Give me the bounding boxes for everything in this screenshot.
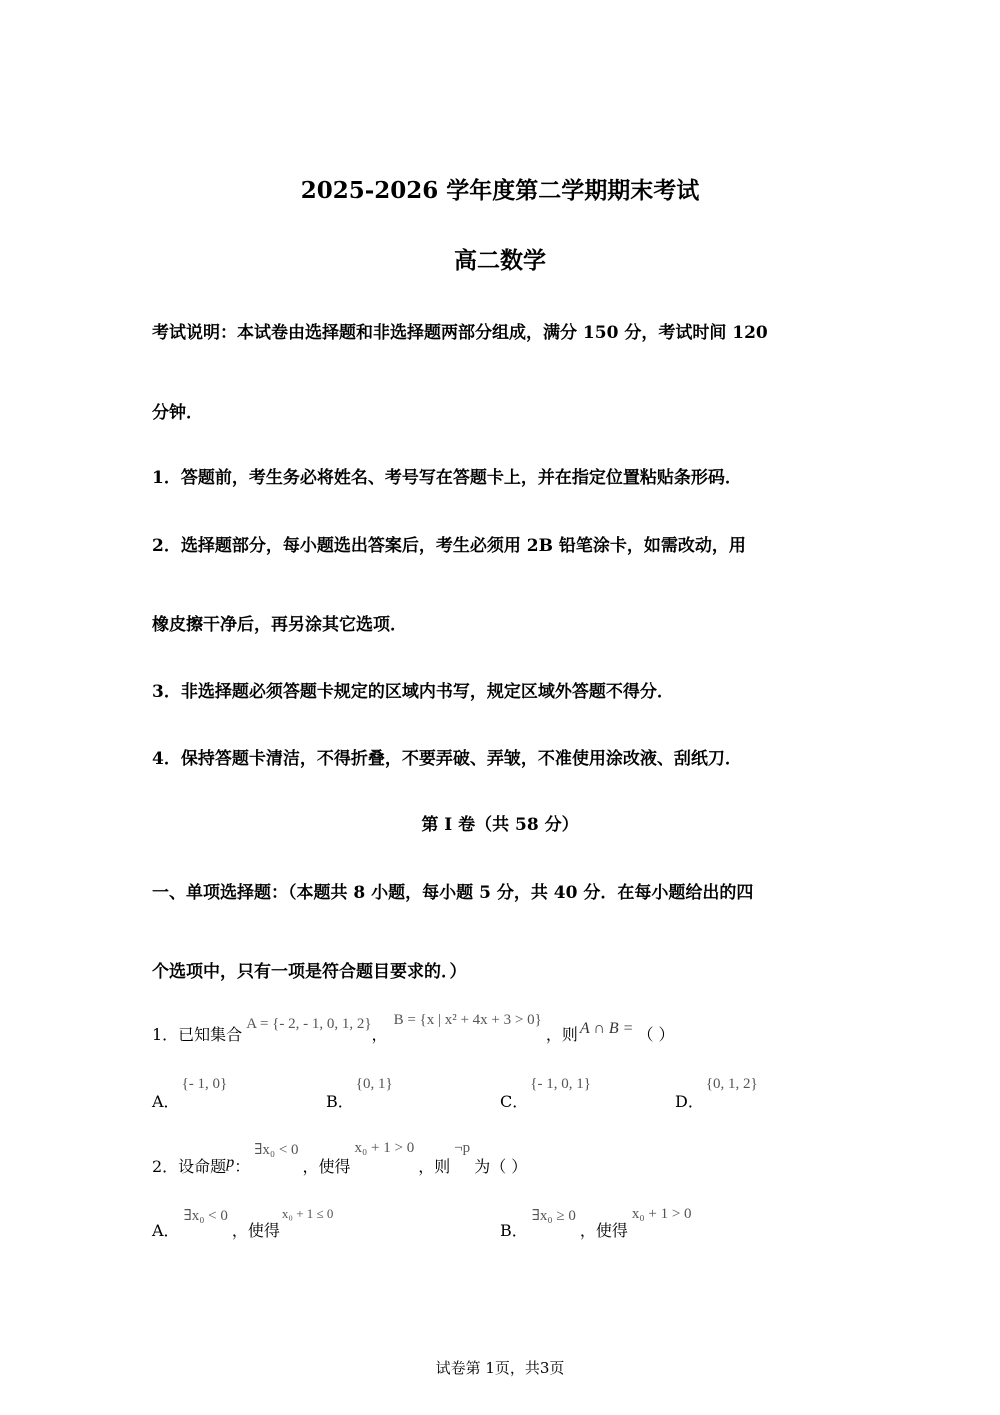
instruction-item-1: 1．答题前，考生务必将姓名、考号写在答题卡上，并在指定位置粘贴条形码． <box>152 468 742 488</box>
exam-title: 2025-2026 学年度第二学期期末考试 <box>300 177 700 204</box>
question-1-prefix: 1．已知集合 <box>152 1025 243 1044</box>
proposition-p: p <box>226 1154 235 1171</box>
option-condition: ∃x₀ < 0 <box>183 1208 228 1224</box>
question-2-then: ，则 <box>418 1157 451 1176</box>
question-1-sep: ， <box>371 1025 388 1044</box>
option-value: {0, 1, 2} <box>705 1076 758 1092</box>
option-value: {- 1, 0} <box>181 1076 228 1092</box>
instruction-item-4: 4．保持答题卡清洁，不得折叠，不要弄破、弄皱，不准使用涂改液、刮纸刀． <box>152 749 742 769</box>
answer-paren: （ ） <box>637 1025 675 1044</box>
q1-option-b[interactable] <box>326 1076 393 1112</box>
condition-1: ∃x₀ < 0 <box>254 1142 299 1158</box>
option-label: B． <box>326 1092 354 1111</box>
option-label: C． <box>500 1092 529 1111</box>
subject-title: 高二数学 <box>454 247 546 274</box>
question-2 <box>152 1140 527 1177</box>
question-2-prefix: 2．设命题 <box>152 1157 227 1176</box>
question-1-suffix: ，则 <box>545 1025 578 1044</box>
question-2-suffix: 为（ ） <box>474 1157 528 1176</box>
instruction-item-3: 3．非选择题必须答题卡规定的区域内书写，规定区域外答题不得分． <box>152 682 674 702</box>
q2-option-a[interactable] <box>152 1206 333 1241</box>
page-footer: 试卷第 1页，共3页 <box>435 1359 565 1377</box>
option-value: {0, 1} <box>355 1076 393 1092</box>
question-2-colon: ： <box>234 1157 251 1176</box>
q1-option-c[interactable] <box>500 1076 591 1112</box>
volume-heading: 第 I 卷（共 58 分） <box>421 815 579 835</box>
option-label: A． <box>152 1092 180 1111</box>
q1-option-d[interactable] <box>675 1076 758 1112</box>
intersection-expr: A ∩ B = <box>579 1020 634 1037</box>
instructions-line-1: 考试说明：本试卷由选择题和非选择题两部分组成，满分 150 分，考试时间 120 <box>152 323 768 343</box>
section-heading-line-1: 一、单项选择题：（本题共 8 小题，每小题 5 分，共 40 分．在每小题给出的四 <box>152 883 754 903</box>
condition-2: x₀ + 1 > 0 <box>354 1140 415 1156</box>
option-condition: ∃x₀ ≥ 0 <box>531 1208 576 1224</box>
set-a: A = {- 2, - 1, 0, 1, 2} <box>246 1016 372 1032</box>
question-1 <box>152 1012 675 1045</box>
q1-option-a[interactable] <box>152 1076 227 1112</box>
option-mid: ，使得 <box>579 1221 628 1240</box>
option-label: D． <box>675 1092 704 1111</box>
option-label: B． <box>500 1221 528 1240</box>
instructions-line-2: 分钟． <box>152 403 203 423</box>
option-value: {- 1, 0, 1} <box>530 1076 591 1092</box>
instruction-item-2-line-2: 橡皮擦干净后，再另涂其它选项． <box>152 615 407 635</box>
section-heading-line-2: 个选项中，只有一项是符合题目要求的．） <box>152 962 467 982</box>
negation-p: ¬p <box>454 1140 471 1156</box>
question-2-mid: ，使得 <box>302 1157 351 1176</box>
option-label: A． <box>152 1221 180 1240</box>
option-mid: ，使得 <box>231 1221 280 1240</box>
set-b: B = {x | x² + 4x + 3 > 0} <box>393 1012 542 1028</box>
instruction-item-2-line-1: 2．选择题部分，每小题选出答案后，考生必须用 2B 铅笔涂卡，如需改动，用 <box>152 536 746 556</box>
q2-option-b[interactable] <box>500 1206 692 1241</box>
option-expr: x₀ + 1 ≤ 0 <box>281 1206 334 1221</box>
option-expr: x₀ + 1 > 0 <box>631 1206 692 1222</box>
